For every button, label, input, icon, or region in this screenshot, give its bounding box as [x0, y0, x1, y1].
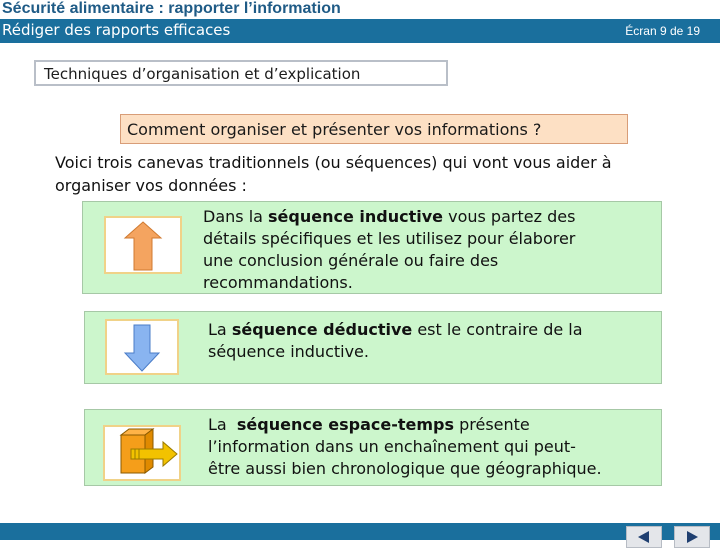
triangle-right-icon: [675, 527, 709, 547]
question-box: [120, 114, 628, 144]
card-space-time-text: [208, 414, 653, 480]
term-deductive: séquence déductive: [231, 320, 413, 339]
term-space-time: séquence espace-temps: [236, 415, 455, 434]
card-deductive: [84, 311, 662, 384]
intro-line: organiser vos données :: [55, 176, 247, 195]
arrow-up-icon: [104, 216, 182, 274]
card-inductive: [82, 201, 662, 294]
previous-button[interactable]: [626, 526, 662, 548]
question-text: Comment organiser et présenter vos informations ?: [127, 120, 542, 139]
box-arrow-right-icon: [103, 425, 181, 481]
header-bar: [0, 19, 720, 43]
card-text-line: une conclusion générale ou faire des: [203, 251, 499, 270]
intro-text: [55, 151, 705, 197]
screen-counter: Écran 9 de 19: [625, 24, 700, 38]
card-deductive-text: [208, 319, 648, 363]
card-text-prefix: La: [208, 415, 237, 434]
card-text-prefix: La: [208, 320, 232, 339]
card-inductive-text: [203, 206, 643, 294]
card-text-line: recommandations.: [203, 273, 353, 292]
module-subtitle: Rédiger des rapports efficaces: [2, 21, 231, 39]
section-heading: Techniques d’organisation et d’explication: [44, 65, 361, 83]
arrow-up-icon-graphic: [106, 218, 180, 272]
card-text-line: détails spécifiques et les utilisez pour élaborer: [203, 229, 576, 248]
card-text-line: séquence inductive.: [208, 342, 369, 361]
card-text-prefix: Dans la: [203, 207, 269, 226]
arrow-down-icon-graphic: [107, 321, 177, 373]
box-arrow-right-icon-graphic: [105, 427, 179, 479]
next-button[interactable]: [674, 526, 710, 548]
arrow-down-icon: [105, 319, 179, 375]
triangle-left-icon: [627, 527, 661, 547]
term-inductive: séquence inductive: [268, 207, 444, 226]
card-text-line: est le contraire de la: [412, 320, 583, 339]
card-text-line: l’information dans un enchaînement qui peut-: [208, 437, 576, 456]
footer-bar: [0, 523, 720, 540]
section-heading-box: [34, 60, 448, 86]
card-text-line: être aussi bien chronologique que géographique.: [208, 459, 602, 478]
intro-line: Voici trois canevas traditionnels (ou séquences) qui vont vous aider à: [55, 153, 612, 172]
card-text-line: présente: [454, 415, 530, 434]
course-title: Sécurité alimentaire : rapporter l’information: [2, 0, 341, 17]
header: [0, 0, 720, 43]
card-text-line: vous partez des: [443, 207, 576, 226]
card-space-time: [84, 409, 662, 486]
